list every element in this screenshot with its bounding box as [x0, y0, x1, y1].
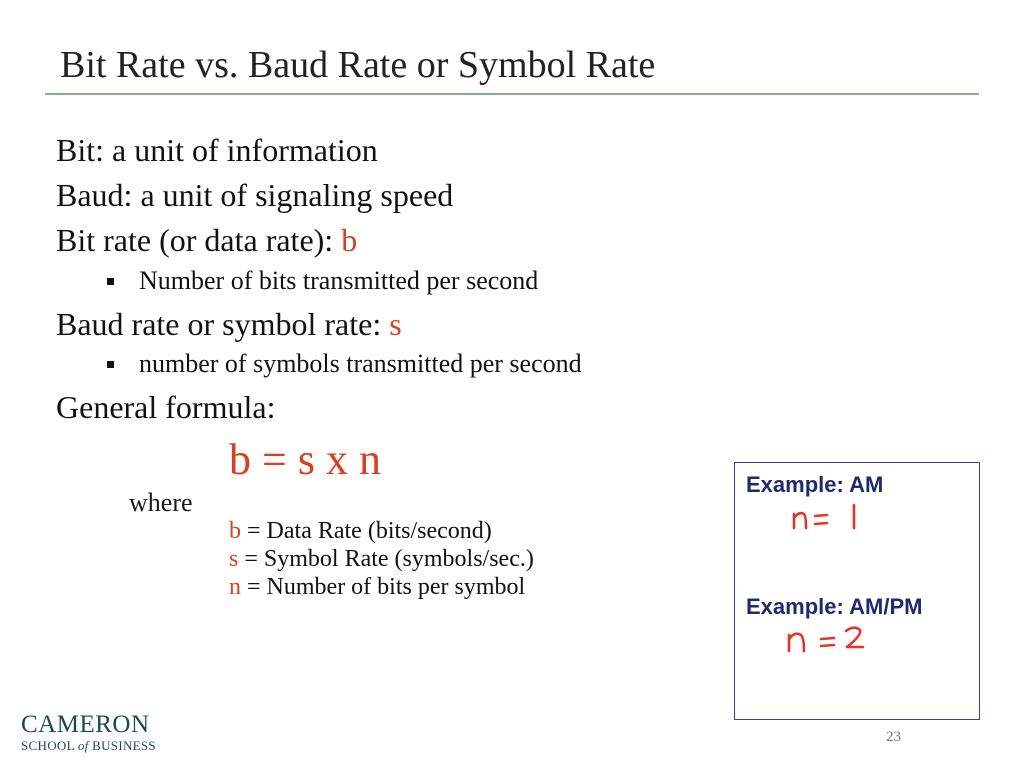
definition-s-text: = Symbol Rate (symbols/sec.): [238, 546, 534, 572]
definition-s: [229, 545, 534, 573]
page-number: 23: [886, 729, 901, 745]
bit-definition: Bit: a unit of information: [56, 132, 378, 168]
example-ampm-label: Example: AM/PM: [746, 594, 923, 619]
definition-b: [229, 517, 492, 545]
formula: b = s x n: [229, 435, 381, 484]
example-am-label: Example: AM: [746, 472, 884, 497]
baud-rate-description: number of symbols transmitted per second: [139, 349, 582, 378]
definition-s-var: s: [229, 546, 239, 572]
definition-n: [229, 573, 525, 601]
logo-subtitle: SCHOOL of BUSINESS: [21, 738, 156, 753]
baud-definition: Baud: a unit of signaling speed: [56, 177, 454, 213]
handwritten-n-equals-1: [790, 501, 875, 535]
bit-rate-description: Number of bits transmitted per second: [139, 266, 539, 295]
example-box: [734, 462, 980, 720]
logo-wordmark: CAMERON: [21, 711, 150, 738]
where-label: where: [129, 488, 193, 517]
bit-rate-label: Bit rate (or data rate):: [56, 222, 342, 258]
definition-b-text: = Data Rate (bits/second): [241, 518, 492, 544]
square-bullet-icon: [107, 278, 114, 285]
handwritten-n-equals-2: [785, 623, 875, 659]
baud-rate-variable: s: [389, 306, 402, 342]
definition-n-var: n: [229, 574, 241, 600]
bit-rate-variable: b: [341, 222, 358, 258]
square-bullet-icon: [107, 361, 114, 368]
baud-rate-line: [56, 304, 402, 344]
baud-rate-label: Baud rate or symbol rate:: [56, 306, 390, 342]
definition-n-text: = Number of bits per symbol: [241, 574, 526, 600]
general-formula-heading: General formula:: [56, 389, 276, 425]
definition-b-var: b: [229, 518, 241, 544]
bit-rate-line: [56, 220, 357, 260]
title-divider: [45, 93, 979, 95]
cameron-school-logo: [21, 712, 156, 754]
slide-title: Bit Rate vs. Baud Rate or Symbol Rate: [60, 44, 656, 86]
